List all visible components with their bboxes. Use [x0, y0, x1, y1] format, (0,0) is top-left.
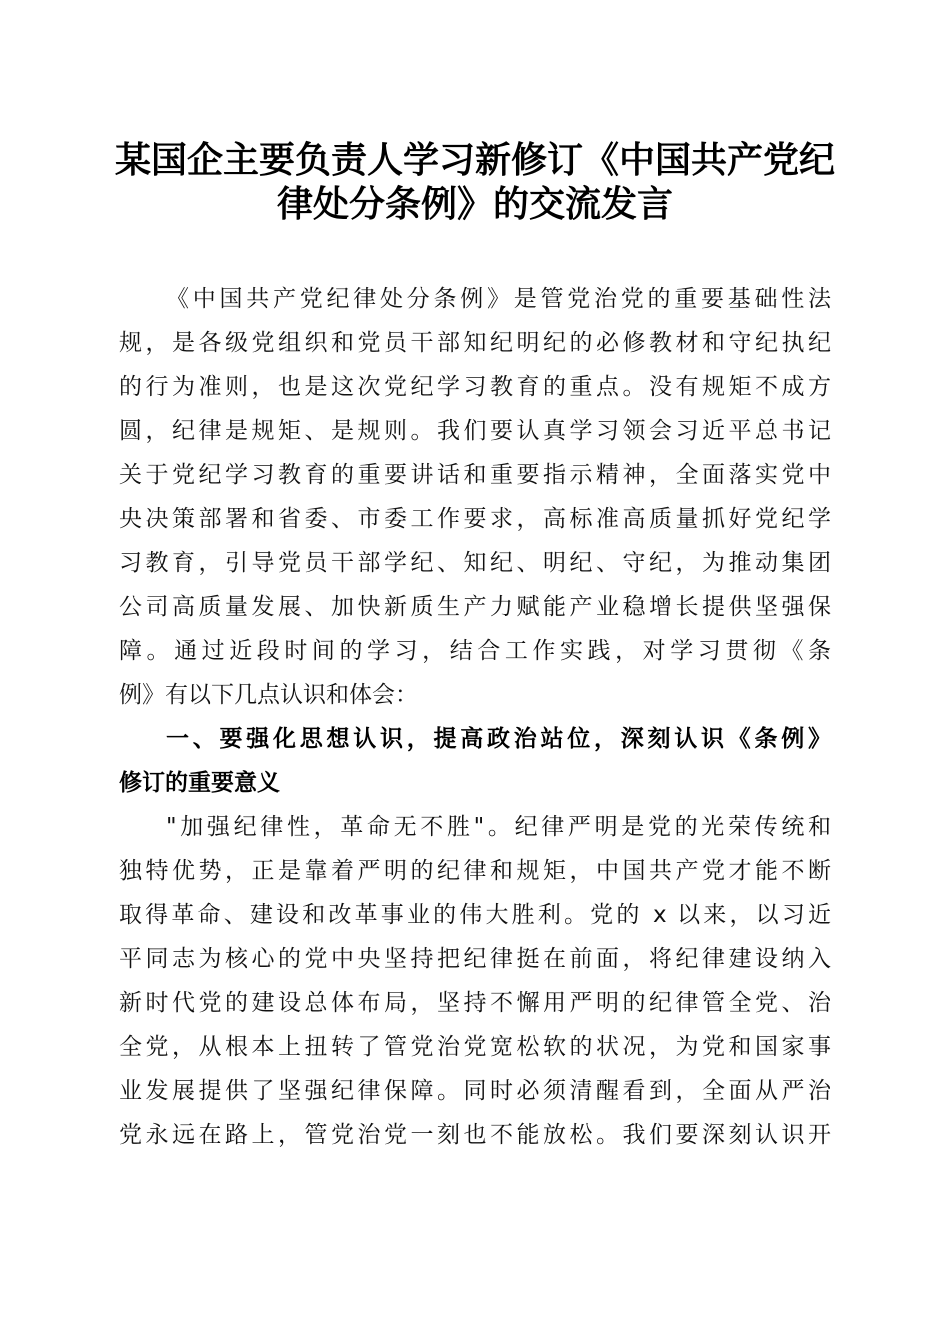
paragraph-2-line-7: 业发展提供了坚强纪律保障。同时必须清醒看到，全面从严治	[119, 1078, 831, 1104]
paragraph-1-line-6: 央决策部署和省委、市委工作要求，高标准高质量抓好党纪学	[119, 506, 831, 532]
paragraph-2-line-6: 全党，从根本上扭转了管党治党宽松软的状况，为党和国家事	[119, 1034, 831, 1060]
paragraph-2-line-1: "加强纪律性，革命无不胜"。纪律严明是党的光荣传统和	[166, 814, 831, 840]
paragraph-1-line-4: 圆，纪律是规矩、是规则。我们要认真学习领会习近平总书记	[119, 418, 831, 444]
paragraph-1-line-5: 关于党纪学习教育的重要讲话和重要指示精神，全面落实党中	[119, 462, 831, 488]
paragraph-2-line-5: 新时代党的建设总体布局，坚持不懈用严明的纪律管全党、治	[119, 990, 831, 1016]
paragraph-1-line-9: 障。通过近段时间的学习，结合工作实践，对学习贯彻《条	[119, 638, 831, 664]
paragraph-2-line-8: 党永远在路上，管党治党一刻也不能放松。我们要深刻认识开	[119, 1122, 831, 1148]
paragraph-1-line-10: 例》有以下几点认识和体会：	[119, 682, 418, 708]
document-title-line-1: 某国企主要负责人学习新修订《中国共产党纪	[114, 139, 835, 181]
paragraph-1-line-1: 《中国共产党纪律处分条例》是管党治党的重要基础性法	[166, 286, 831, 312]
paragraph-2-line-4: 平同志为核心的党中央坚持把纪律挺在前面，将纪律建设纳入	[119, 946, 831, 972]
paragraph-2-line-2: 独特优势，正是靠着严明的纪律和规矩，中国共产党才能不断	[119, 858, 831, 884]
paragraph-1-line-2: 规，是各级党组织和党员干部知纪明纪的必修教材和守纪执纪	[119, 330, 831, 356]
document-title-line-2: 律处分条例》的交流发言	[276, 183, 673, 225]
paragraph-1-line-7: 习教育，引导党员干部学纪、知纪、明纪、守纪，为推动集团	[119, 550, 831, 576]
paragraph-2-line-3: 取得革命、建设和改革事业的伟大胜利。党的 x 以来，以习近	[119, 902, 831, 928]
paragraph-1-line-3: 的行为准则，也是这次党纪学习教育的重点。没有规矩不成方	[119, 374, 831, 400]
paragraph-1-line-8: 公司高质量发展、加快新质生产力赋能产业稳增长提供坚强保	[119, 594, 831, 620]
section-heading-1-line-1: 一、要强化思想认识，提高政治站位，深刻认识《条例》	[166, 726, 831, 752]
section-heading-1-line-2: 修订的重要意义	[119, 770, 280, 796]
